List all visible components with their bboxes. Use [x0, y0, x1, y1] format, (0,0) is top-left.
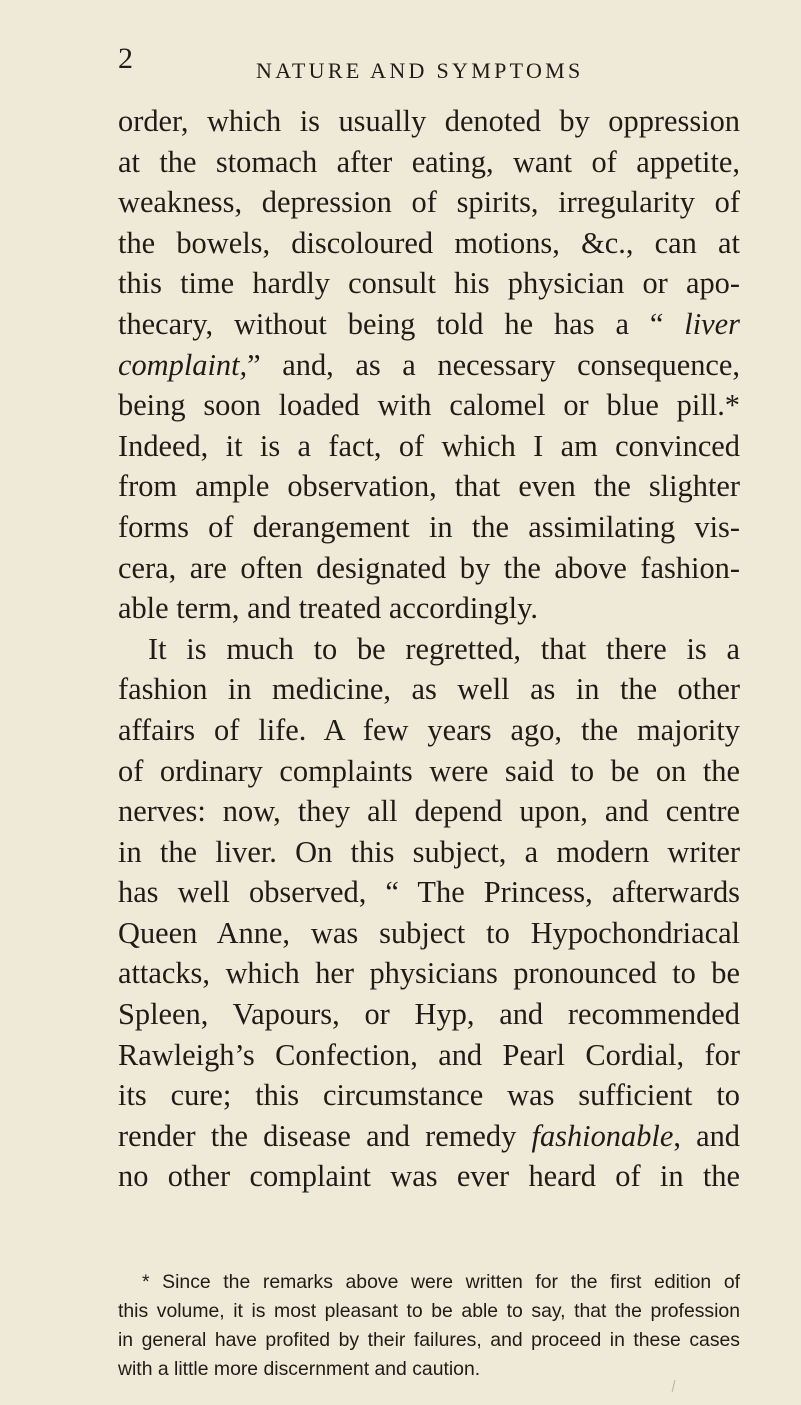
footnote-line: with a little more discernment and caution. [118, 1358, 481, 1380]
text-line: Queen Anne, was subject to Hypochondriacal [118, 915, 740, 950]
italic-text: complaint, [118, 347, 248, 382]
body-text [118, 101, 740, 1197]
italic-text: fashionable [531, 1118, 674, 1153]
text-line: fashion in medicine, as well as in the other [118, 672, 740, 707]
text-line: nerves: now, they all depend upon, and centre [118, 794, 740, 829]
text-line: this time hardly consult his physician or apo- [118, 266, 740, 301]
footnote-line: this volume, it is most pleasant to be able to say, that the profession [118, 1300, 740, 1322]
text-segment: , and [673, 1118, 741, 1153]
text-segment: thecary, without being told he has a “ [118, 306, 685, 341]
text-line: attacks, which her physicians pronounced to be [118, 956, 740, 991]
text-line: in the liver. On this subject, a modern writer [118, 834, 740, 869]
text-line: of ordinary complaints were said to be on the [118, 753, 740, 788]
text-segment: render the disease and remedy [118, 1118, 532, 1153]
text-line [118, 345, 740, 386]
text-line: cera, are often designated by the above fashion- [118, 550, 740, 585]
footnote-line: in general have profited by their failures, and proceed in these cases [118, 1329, 740, 1351]
text-line: the bowels, discoloured motions, &c., can at [118, 225, 740, 260]
text-line: forms of derangement in the assimilating vis- [118, 509, 740, 544]
text-line: its cure; this circumstance was sufficient to [118, 1078, 740, 1113]
footnote-line: * Since the remarks above were written for the first edition of [142, 1271, 740, 1293]
text-line: order, which is usually denoted by oppression [118, 104, 740, 138]
italic-text: liver [684, 306, 740, 341]
text-line: Indeed, it is a fact, of which I am convinced [118, 428, 740, 463]
page-number: 2 [118, 42, 133, 75]
text-line: Rawleigh’s Confection, and Pearl Cordial, for [118, 1037, 740, 1072]
text-line: able term, and treated accordingly. [118, 591, 538, 626]
text-segment: ” and, as a necessary consequence, [247, 347, 740, 382]
text-line [118, 304, 740, 345]
text-line: no other complaint was ever heard of in the [118, 1159, 740, 1194]
text-line: Spleen, Vapours, or Hyp, and recommended [118, 997, 740, 1032]
text-line: from ample observation, that even the slighter [118, 469, 740, 504]
text-line: weakness, depression of spirits, irregularity of [118, 185, 740, 220]
footnote [118, 1268, 740, 1384]
text-line: affairs of life. A few years ago, the majority [118, 712, 740, 747]
text-line: has well observed, “ The Princess, afterwards [118, 875, 740, 910]
text-line [118, 1116, 740, 1157]
text-line: at the stomach after eating, want of appetite, [118, 144, 740, 179]
running-head: NATURE AND SYMPTOMS [256, 58, 584, 83]
text-line: It is much to be regretted, that there is a [148, 631, 740, 666]
text-line: being soon loaded with calomel or blue pill.* [118, 388, 740, 423]
